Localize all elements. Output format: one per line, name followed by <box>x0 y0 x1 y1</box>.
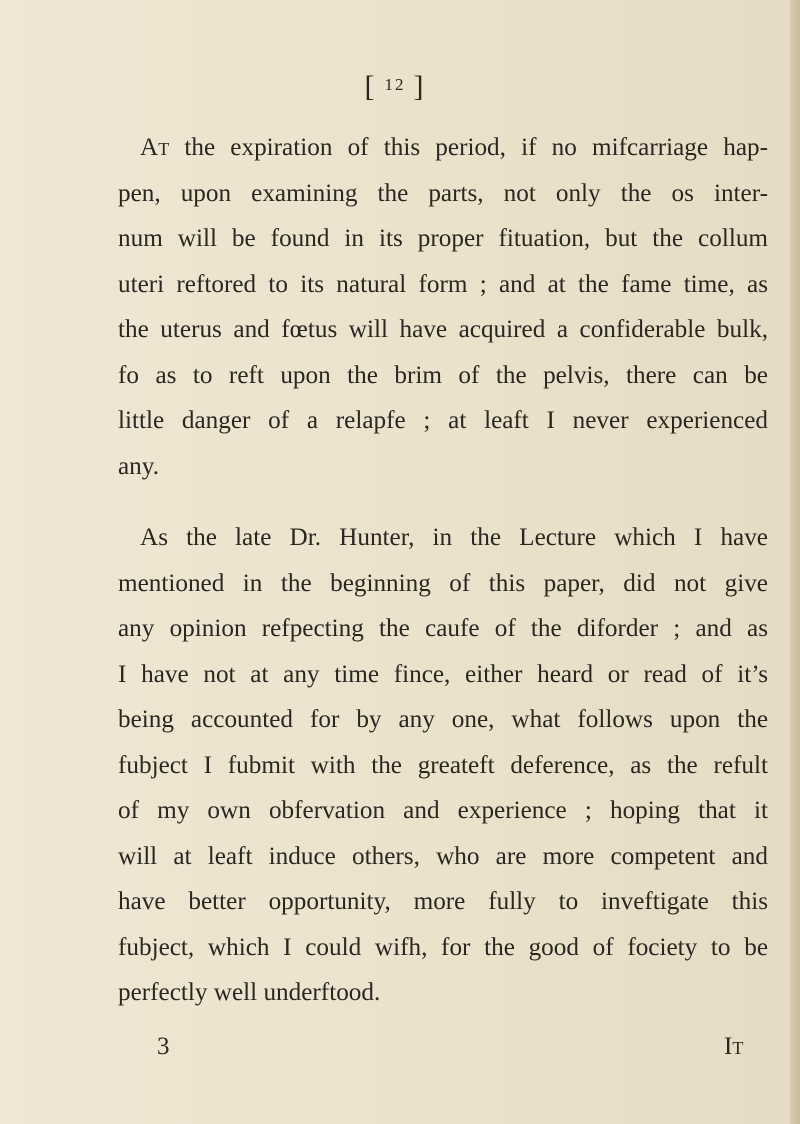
paragraph-2-line-7: of my own obfervation and experience ; hoping that it <box>118 797 768 824</box>
paragraph-2-line-2: mentioned in the beginning of this paper, did not give <box>118 569 768 597</box>
paragraph-2 <box>118 515 768 1016</box>
paragraph-1-line-3: num will be found in its proper fituation, but the collum <box>118 225 768 252</box>
paragraph-2-line-11: perfectly well underftood. <box>118 979 381 1006</box>
paragraph-1-line-5: the uterus and fœtus will have acquired a confiderable bulk, <box>118 316 768 343</box>
paragraph-2-line-4: I have not at any time fince, either heard or read of it’s <box>118 660 768 688</box>
paragraph-2-line-5: being accounted for by any one, what follows upon the <box>118 706 768 733</box>
signature-mark: 3 <box>157 1033 170 1060</box>
paragraph-1-line-4: uteri reftored to its natural form ; and at the fame time, as <box>118 270 768 298</box>
paragraph-1-line-8: any. <box>118 452 160 480</box>
paragraph-2-line-8: will at leaft induce others, who are more competent and <box>118 842 768 870</box>
paragraph-2-line-1: As the late Dr. Hunter, in the Lecture which I have <box>140 524 768 551</box>
bracket-open: [ <box>364 70 377 103</box>
bracket-close: ] <box>413 70 426 103</box>
paragraph-1-line-1: At the expiration of this period, if no mifcarriage hap- <box>140 134 768 161</box>
paragraph-1-line-6: fo as to reft upon the brim of the pelvis, there can be <box>118 361 768 389</box>
page-header <box>0 70 790 104</box>
catchword: It <box>724 1033 744 1060</box>
paragraph-1-lead: At <box>140 134 170 161</box>
paragraph-2-line-10: fubject, which I could wifh, for the good of fociety to be <box>118 933 768 961</box>
paragraph-2-line-9: have better opportunity, more fully to inveftigate this <box>118 888 768 915</box>
page-edge <box>790 0 800 1124</box>
paragraph-2-line-3: any opinion refpecting the caufe of the diforder ; and as <box>118 615 768 642</box>
paragraph-2-line-6: fubject I fubmit with the greateft deference, as the refult <box>118 751 768 779</box>
paragraph-1 <box>118 125 768 489</box>
page-number: 12 <box>384 75 406 94</box>
paragraph-1-line-2: pen, upon examining the parts, not only the os inter- <box>118 179 768 207</box>
paragraph-1-line-7: little danger of a relapfe ; at leaft I never experienced <box>118 407 768 434</box>
